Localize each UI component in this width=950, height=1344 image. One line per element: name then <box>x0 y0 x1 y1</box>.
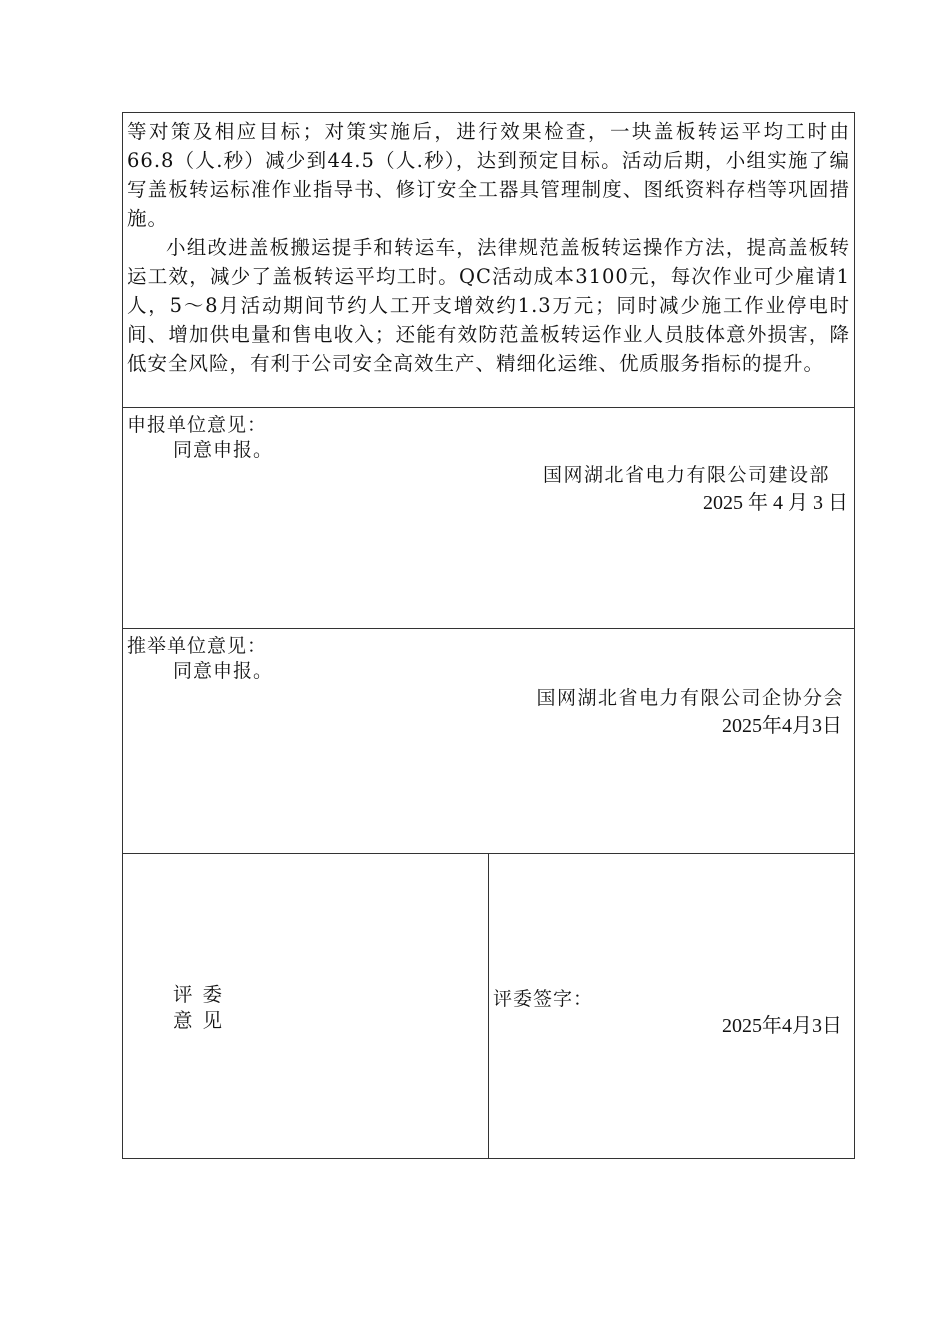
jury-label-cell <box>123 854 489 1159</box>
summary-row <box>123 113 855 408</box>
jury-label-line-1: 评委 <box>173 983 233 1006</box>
jury-label-line-2: 意见 <box>173 1009 233 1032</box>
jury-opinion-cell <box>489 854 855 1159</box>
summary-text <box>123 113 854 378</box>
declare-date: 2025 年 4 月 3 日 <box>703 492 848 514</box>
jury-row <box>123 854 855 1159</box>
recommend-opinion-row <box>123 629 855 854</box>
declare-opinion-row <box>123 408 855 629</box>
declare-opinion-cell <box>123 408 855 629</box>
summary-paragraph-1: 等对策及相应目标；对策实施后，进行效果检查，一块盖板转运平均工时由66.8（人.秒）减少到44.5（人.秒），达到预定目标。活动后期，小组实施了编写盖板转运标准作业指导书、修订安全工器具管理制度、图纸资料存档等巩固措施。 <box>127 120 850 230</box>
jury-signature-label: 评委签字： <box>493 988 594 1010</box>
award-application-form <box>122 112 855 1159</box>
recommend-opinion-label: 推举单位意见： <box>127 635 268 657</box>
declare-opinion-body: 同意申报。 <box>173 439 274 461</box>
declare-organization: 国网湖北省电力有限公司建设部 <box>542 464 830 486</box>
summary-paragraph-2: 小组改进盖板搬运提手和转运车，法律规范盖板转运操作方法，提高盖板转运工效，减少了盖板转运平均工时。QC活动成本3100元，每次作业可少雇请1人，5～8月活动期间节约人工开支增效约1.3万元；同时减少施工作业停电时间、增加供电量和售电收入；还能有效防范盖板转运作业人员肢体意外损害，降低安全风险，有利于公司安全高效生产、精细化运维、优质服务指标的提升。 <box>127 236 850 375</box>
recommend-organization: 国网湖北省电力有限公司企协分会 <box>536 687 844 709</box>
recommend-date: 2025年4月3日 <box>722 715 842 737</box>
jury-label <box>173 982 232 1034</box>
summary-cell <box>123 113 855 408</box>
declare-opinion-label: 申报单位意见： <box>127 414 268 436</box>
recommend-opinion-cell <box>123 629 855 854</box>
recommend-opinion-body: 同意申报。 <box>173 660 274 682</box>
jury-date: 2025年4月3日 <box>722 1015 842 1037</box>
